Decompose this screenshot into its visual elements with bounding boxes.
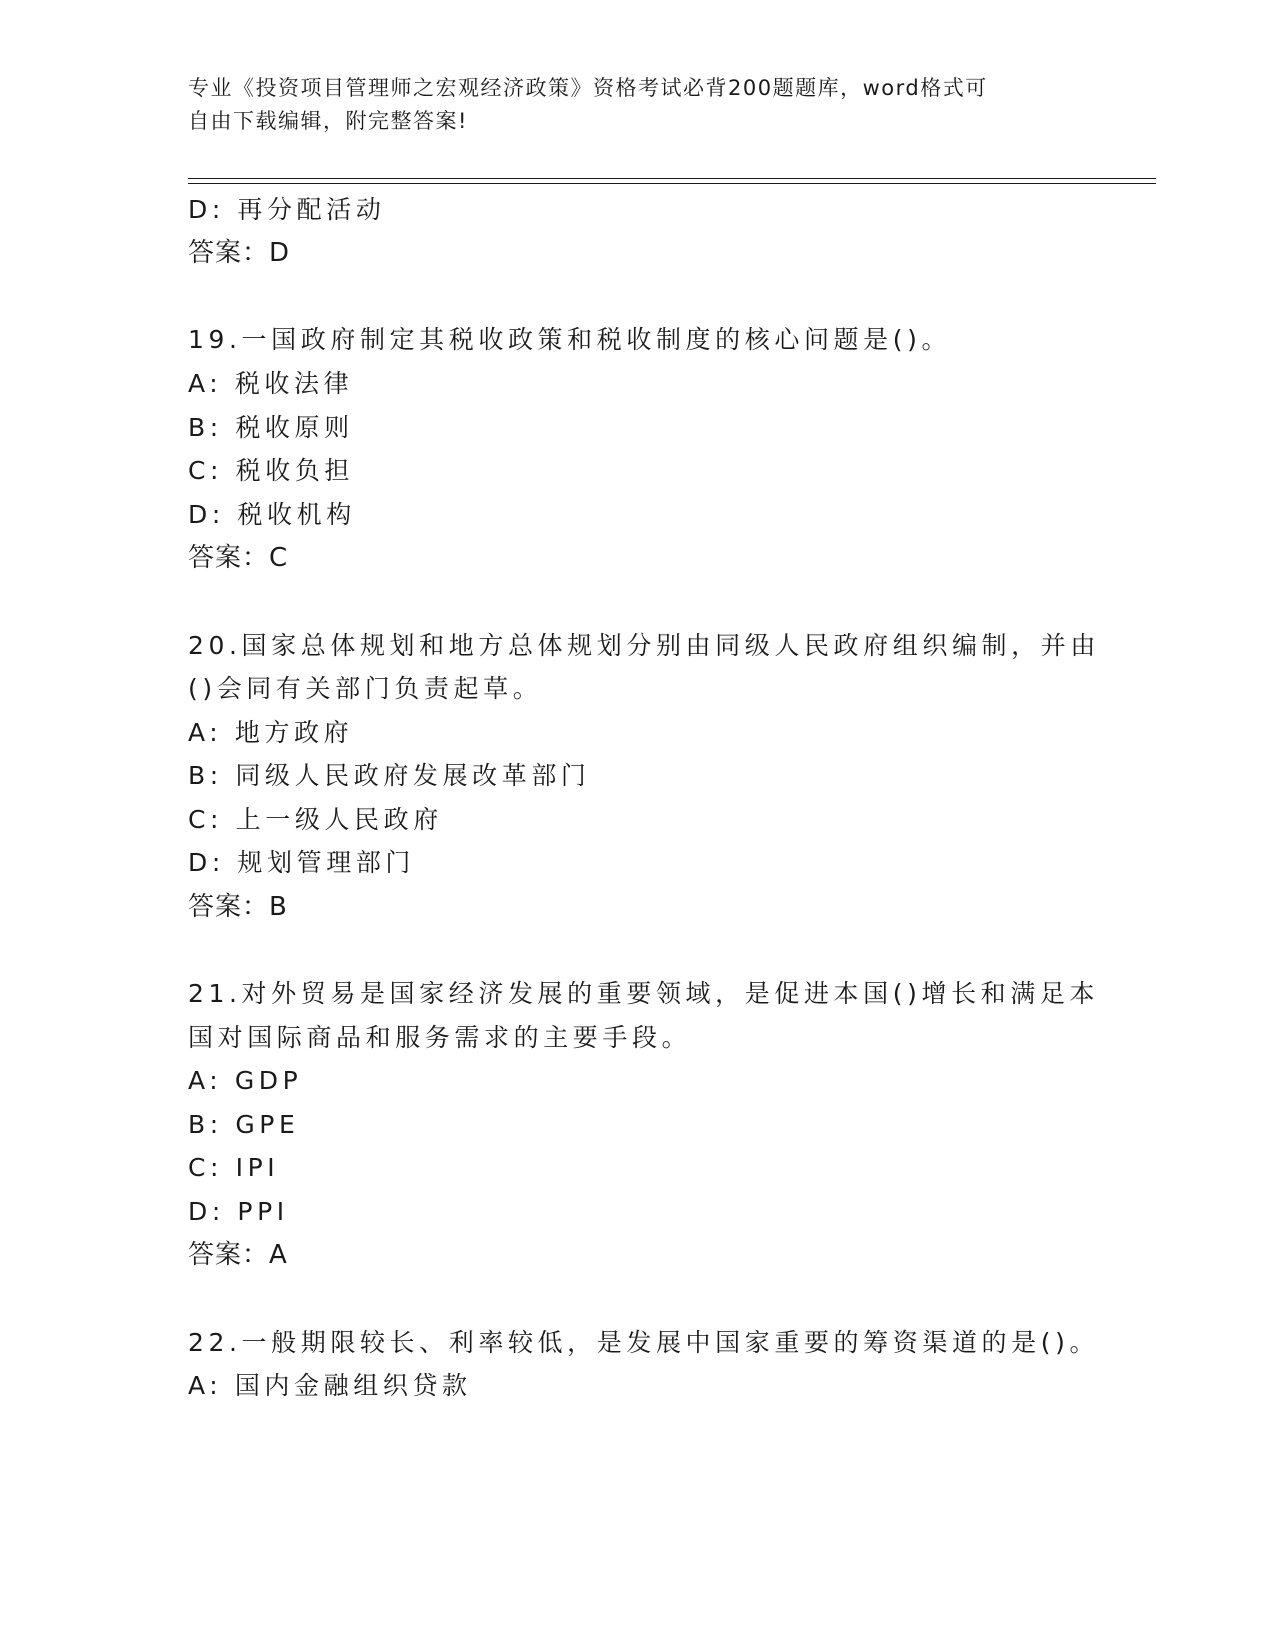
header-divider-top [188, 178, 1156, 179]
q21-answer: 答案：A [188, 1240, 288, 1270]
q21-option-d: D: PPI [188, 1197, 289, 1226]
q20-option-b: B: 同级人民政府发展改革部门 [188, 761, 591, 790]
header-divider-bottom [188, 183, 1156, 184]
q20-answer: 答案：B [188, 892, 288, 922]
q19-answer: 答案：C [188, 543, 289, 573]
q19-option-d: D: 税收机构 [188, 500, 356, 529]
q19-option-c: C: 税收负担 [188, 456, 355, 485]
q21-option-c: C: IPI [188, 1153, 280, 1182]
q21-question-line-1: 21.对外贸易是国家经济发展的重要领域，是促进本国()增长和满足本 [188, 979, 1100, 1008]
document-header [188, 72, 1068, 138]
q18-answer: 答案：D [188, 238, 291, 268]
q20-option-a: A: 地方政府 [188, 718, 354, 747]
q22-question: 22.一般期限较长、利率较低，是发展中国家重要的筹资渠道的是()。 [188, 1328, 1100, 1357]
q19-option-b: B: 税收原则 [188, 413, 354, 442]
q20-question-line-2: ()会同有关部门负责起草。 [188, 674, 543, 703]
q20-question-line-1: 20.国家总体规划和地方总体规划分别由同级人民政府组织编制，并由 [188, 631, 1100, 660]
q21-option-a: A: GDP [188, 1066, 303, 1095]
q22-option-a: A: 国内金融组织贷款 [188, 1371, 472, 1400]
q21-question-line-2: 国对国际商品和服务需求的主要手段。 [188, 1023, 692, 1052]
q21-option-b: B: GPE [188, 1110, 300, 1139]
q20-option-d: D: 规划管理部门 [188, 848, 416, 877]
q20-option-c: C: 上一级人民政府 [188, 805, 443, 834]
header-title-line-2: 自由下载编辑，附完整答案! [188, 109, 468, 133]
q19-option-a: A: 税收法律 [188, 369, 354, 398]
q18-option-d: D: 再分配活动 [188, 195, 386, 224]
q19-question: 19.一国政府制定其税收政策和税收制度的核心问题是()。 [188, 325, 952, 354]
header-title-line-1: 专业《投资项目管理师之宏观经济政策》资格考试必背200题题库，word格式可 [188, 76, 988, 100]
